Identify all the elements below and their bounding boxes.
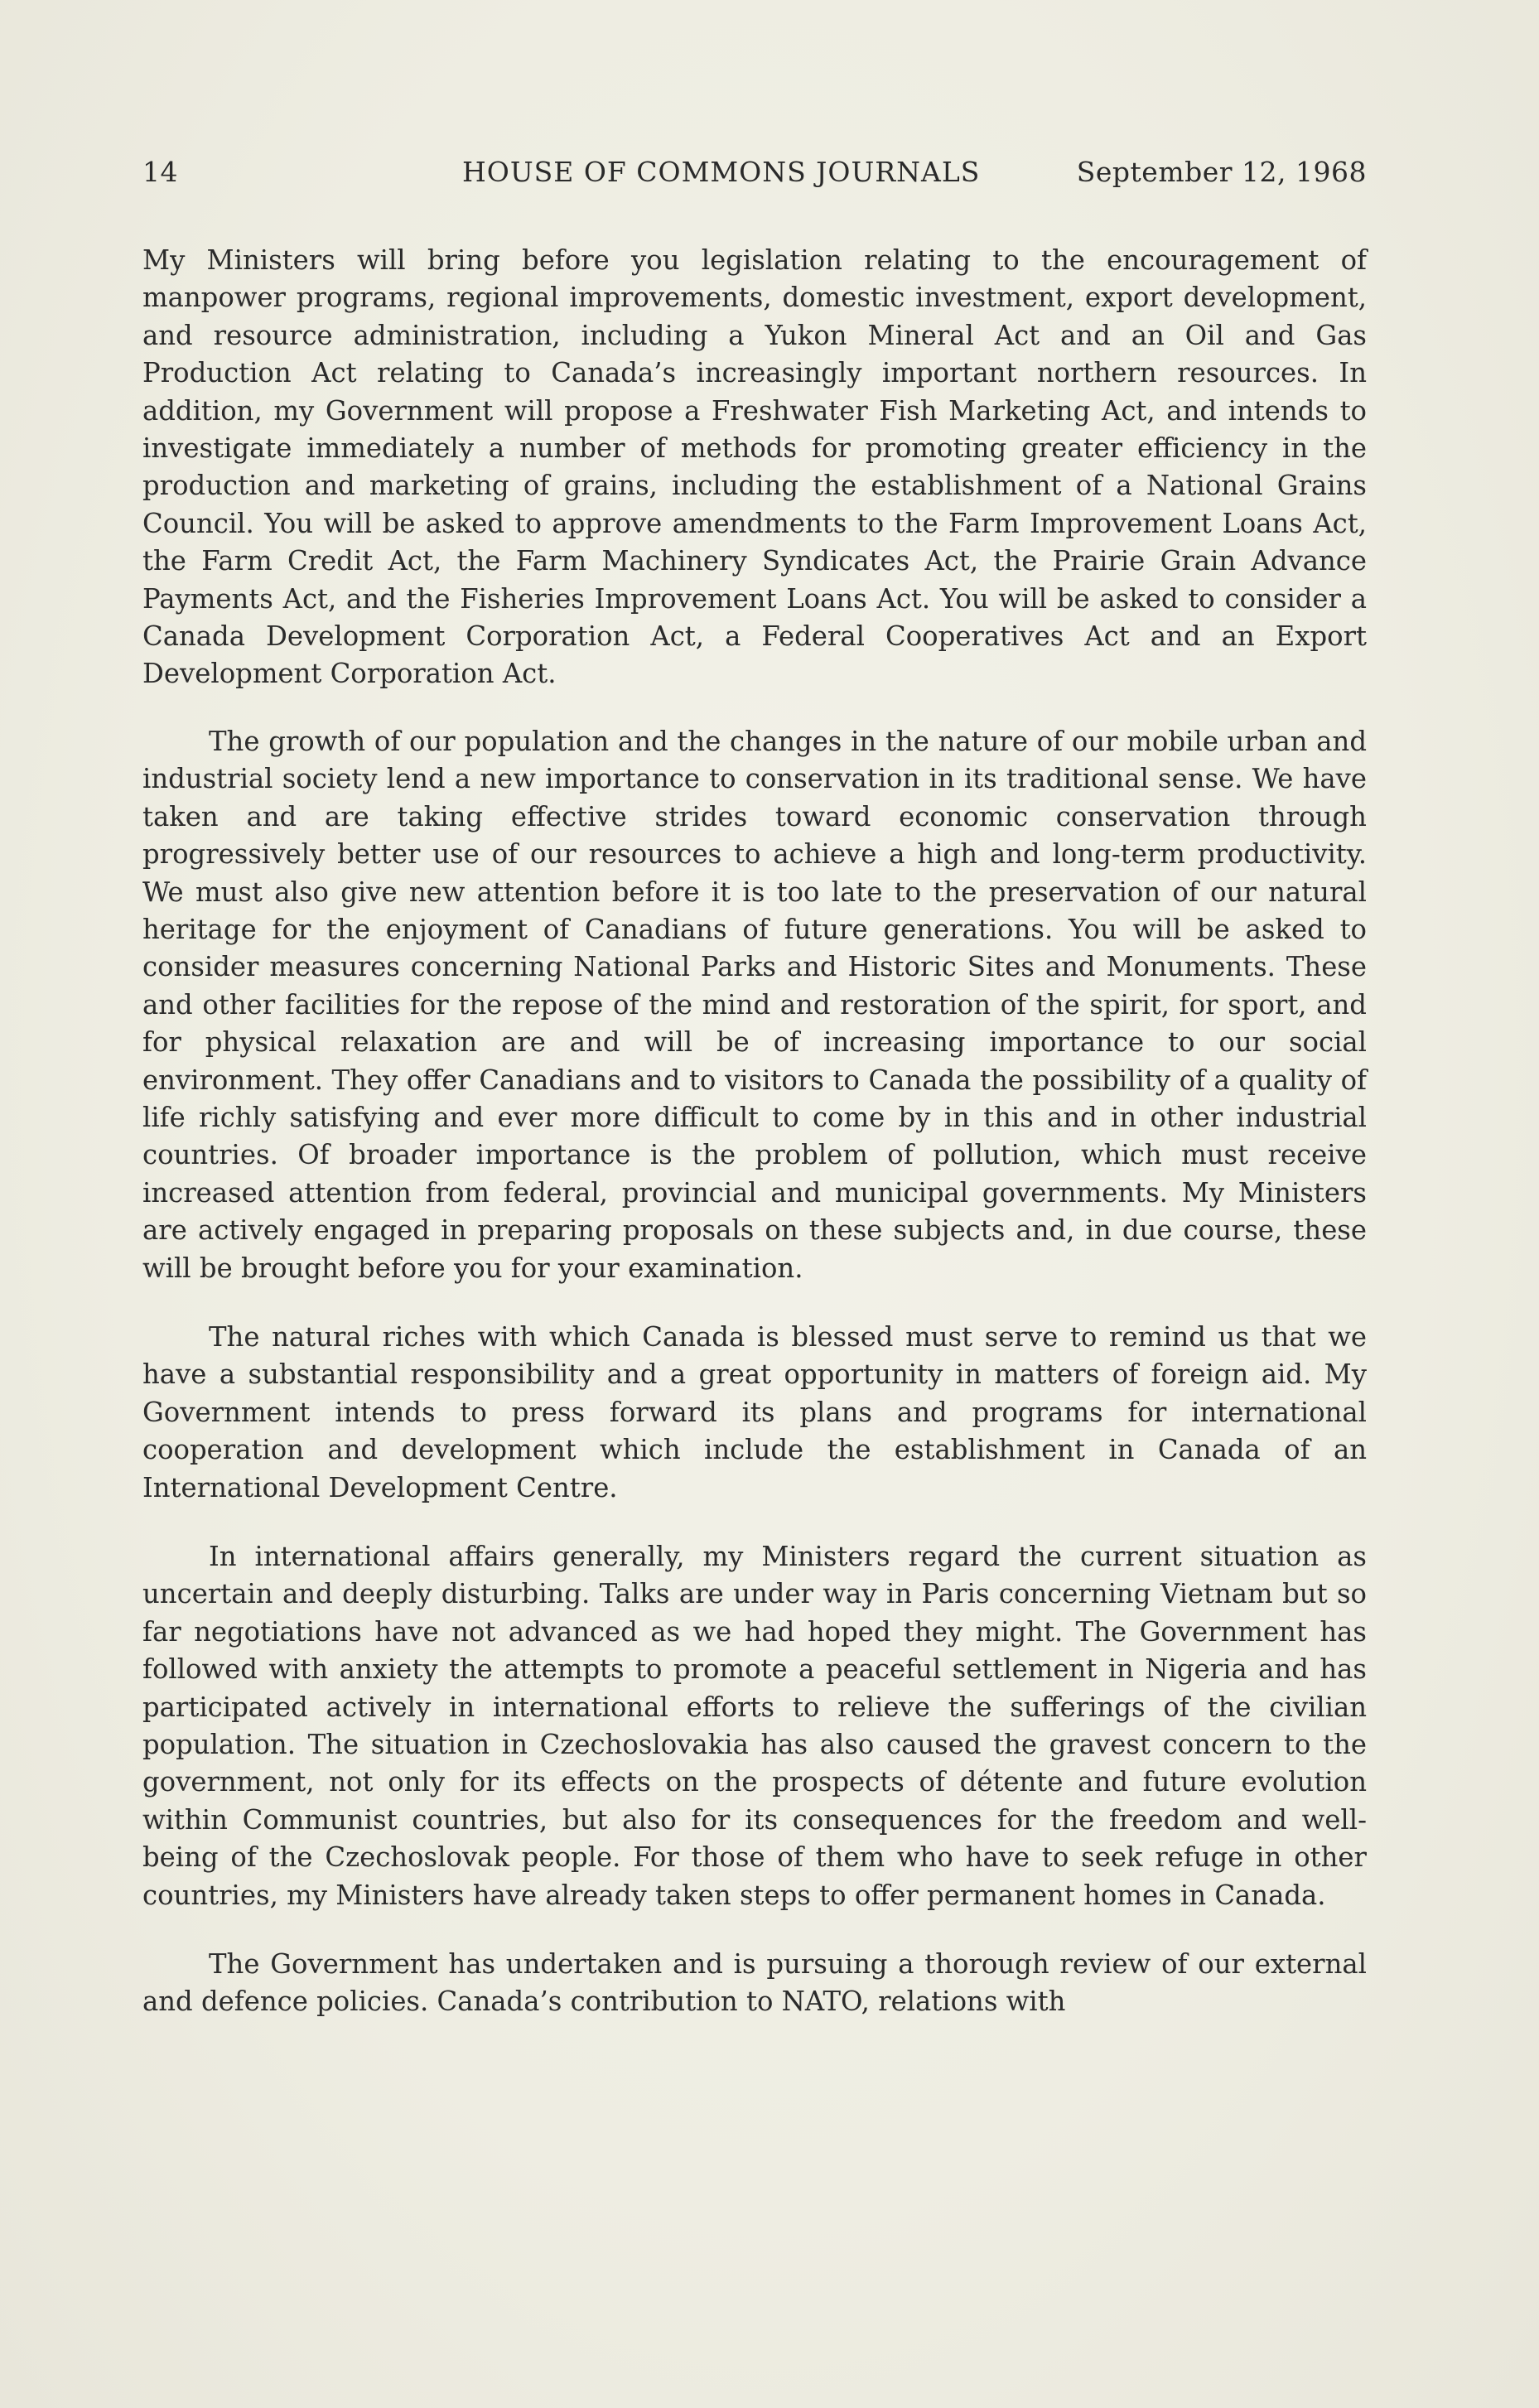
paragraph-manpower-legislation: My Ministers will bring before you legislation relating to the encouragement of manpower programs, regional improvements, domestic investment, export development, and resource administration, including a Yukon Mineral Act and an Oil and Gas Production Act relating to Canada’s increasingly important northern resources. In addition, my Government will propose a Freshwater Fish Marketing Act, and intends to investigate immediately a number of methods for promoting greater efficiency in the production and marketing of grains, including the establishment of a National Grains Council. You will be asked to approve amendments to the Farm Improvement Loans Act, the Farm Credit Act, the Farm Machinery Syndicates Act, the Prairie Grain Advance Payments Act, and the Fisheries Improvement Loans Act. You will be asked to consider a Canada Development Corporation Act, a Federal Cooperatives Act and an Export Development Corporation Act. (142, 244, 1367, 690)
page-number: 14 (142, 156, 178, 188)
journal-title: HOUSE OF COMMONS JOURNALS (462, 156, 981, 188)
paragraph-defence-review: The Government has undertaken and is pursuing a thorough review of our external and defence policies. Canada’s contribution to NATO, relations with (142, 1948, 1367, 2018)
page-header (142, 156, 1367, 197)
body-text (142, 242, 1367, 2021)
journal-date: September 12, 1968 (1076, 156, 1367, 188)
paragraph-conservation: The growth of our population and the changes in the nature of our mobile urban and industrial society lend a new importance to conservation in its traditional sense. We have taken and are taking effective strides toward economic conservation through progressively better use of our resources to achieve a high and long-term productivity. We must also give new attention before it is too late to the preservation of our natural heritage for the enjoyment of Canadians of future generations. You will be asked to consider measures concerning National Parks and Historic Sites and Monuments. These and other facilities for the repose of the mind and restoration of the spirit, for sport, and for physical relaxation are and will be of increasing importance to our social environment. They offer Canadians and to visitors to Canada the possibility of a quality of life richly satisfying and ever more difficult to come by in this and in other industrial countries. Of broader importance is the problem of pollution, which must receive increased attention from federal, provincial and municipal governments. My Ministers are actively engaged in preparing proposals on these subjects and, in due course, these will be brought before you for your examination. (142, 725, 1367, 1284)
paragraph-international-affairs: In international affairs generally, my Ministers regard the current situation as uncertain and deeply disturbing. Talks are under way in Paris concerning Vietnam but so far negotiations have not advanced as we had hoped they might. The Government has followed with anxiety the attempts to promote a peaceful settlement in Nigeria and has participated actively in international efforts to relieve the sufferings of the civilian population. The situation in Czechoslovakia has also caused the gravest concern to the government, not only for its effects on the prospects of détente and future evolution within Communist countries, but also for its consequences for the freedom and well-being of the Czechoslovak people. For those of them who have to seek refuge in other countries, my Ministers have already taken steps to offer permanent homes in Canada. (142, 1541, 1367, 1911)
paragraph-foreign-aid: The natural riches with which Canada is blessed must serve to remind us that we have a substantial responsibility and a great opportunity in matters of foreign aid. My Government intends to press forward its plans and programs for international cooperation and development which include the establishment in Canada of an International Development Centre. (142, 1320, 1367, 1503)
